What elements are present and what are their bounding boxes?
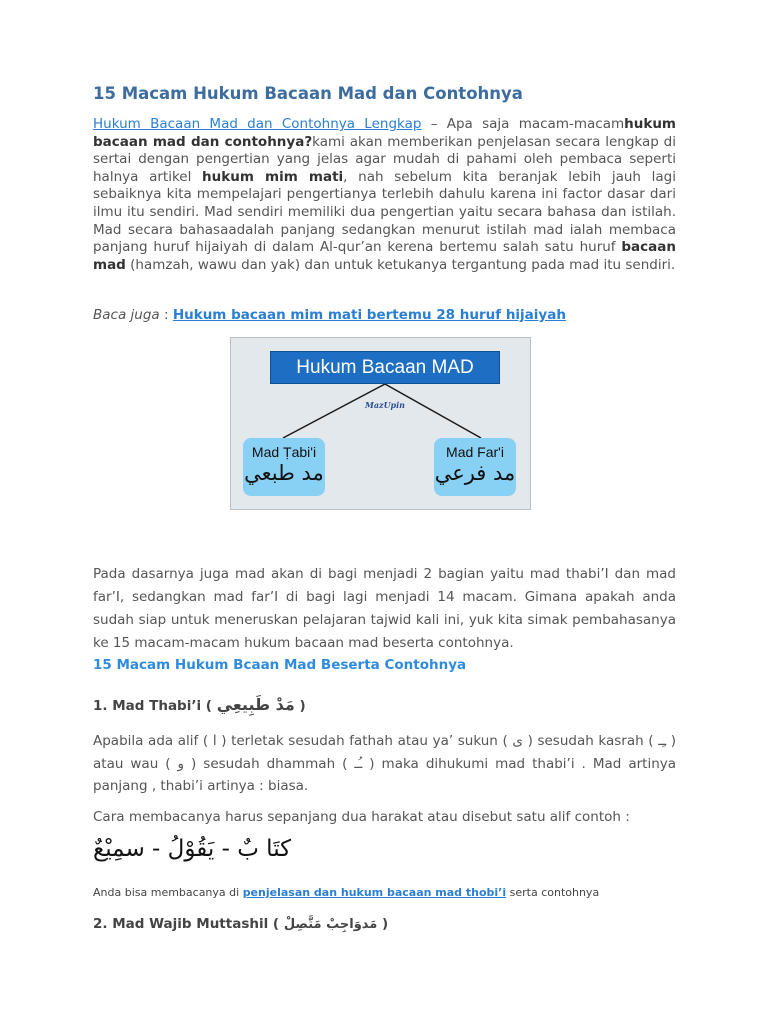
paragraph-2: Pada dasarnya juga mad akan di bagi menjadi 2 bagian yaitu mad thabi’I dan mad far’I, sedangkan mad far’I di bagi lagi menjadi 14 macam. Gimana apakah anda sudah siap untuk meneruskan pelajaran tajwid kali ini, yuk kita simak pembahasanya ke 15 macam-macam hukum bacaan mad beserta contohnya.	[93, 566, 676, 651]
intro-link[interactable]: Hukum Bacaan Mad dan Contohnya Lengkap	[93, 116, 422, 132]
item1-note-link[interactable]: penjelasan dan hukum bacaan mad thobi’i	[242, 886, 507, 899]
item2-heading-arabic: مَدوَاجِبْ مَتَّصِلْ	[283, 917, 378, 932]
intro-bold-2: hukum mim mati	[202, 168, 344, 185]
diagram-line-left	[283, 384, 385, 438]
item2-heading	[93, 916, 388, 932]
item1-heading-prefix: 1. Mad Thabi’i (	[93, 698, 217, 714]
diagram-top-box: Hukum Bacaan MAD	[270, 351, 500, 384]
item1-examples: كتَا بٌ - يَقُوْلُ - سمِيْعٌ	[93, 836, 292, 862]
item1-note-prefix: Anda bisa membacanya di	[93, 886, 243, 899]
item2-heading-suffix: )	[377, 916, 389, 932]
diagram-leaf-fari	[434, 438, 516, 496]
intro-text-1: – Apa saja macam-macam	[421, 116, 625, 132]
baca-juga-sep: :	[159, 307, 173, 323]
intro-text-3: , nah sebelum kita beranjak lebih jauh lagi sebaiknya kita mempelajari pengertianya terlebih dahulu karena ini factor dasar dari ilmu itu sendiri. Mad sendiri memiliki dua pengertian yaitu secara bahasa dan istilah. Mad secara bahasaadalah panjang sedangkan menurut istilah mad ialah membaca panjang huruf hijaiyah di dalam Al-qur’an kerena bertemu salah satu huruf	[93, 168, 676, 256]
intro-paragraph	[93, 116, 676, 274]
item1-note	[93, 886, 599, 899]
intro-text-2: kami akan memberikan penjelasan secara lengkap di sertai dengan pengertian yang jelas agar mudah di pahami oleh pembaca seperti halnya artikel	[93, 133, 676, 185]
item1-heading-suffix: )	[294, 698, 306, 714]
leaf-tabii-arabic: مد طبعي	[244, 461, 324, 485]
diagram-leaf-tabii	[243, 438, 325, 496]
item2-heading-prefix: 2. Mad Wajib Muttashil (	[93, 916, 284, 932]
item1-paragraph: Apabila ada alif ( ا ) terletak sesudah fathah atau ya’ sukun ( ى ) sesudah kasrah ( ـِـ ) atau wau ( و ) sesudah dhammah ( ـُـ ) maka dihukumi mad thabi’i . Mad artinya panjang , thabi’i artinya : biasa.	[93, 733, 677, 794]
leaf-fari-latin: Mad Far'i	[446, 444, 504, 460]
leaf-fari-arabic: مد فرعي	[434, 461, 516, 485]
item1-heading	[93, 695, 306, 714]
mad-diagram	[230, 337, 531, 510]
diagram-line-right	[385, 384, 481, 438]
baca-juga-line	[93, 307, 566, 323]
baca-juga-label: Baca juga	[93, 307, 160, 323]
baca-juga-link[interactable]: Hukum bacaan mim mati bertemu 28 huruf hijaiyah	[172, 307, 566, 323]
intro-text-4: (hamzah, wawu dan yak) dan untuk ketukanya tergantung pada mad itu sendiri.	[125, 256, 676, 273]
intro-bold-3: bacaan mad	[93, 239, 676, 273]
intro-bold-1: hukum bacaan mad dan contohnya?	[93, 116, 677, 150]
item1-cara: Cara membacanya harus sepanjang dua harakat atau disebut satu alif contoh :	[93, 809, 630, 825]
item1-note-suffix: serta contohnya	[506, 886, 600, 899]
diagram-watermark: MazUpin	[364, 400, 405, 410]
section-subheading: 15 Macam Hukum Bcaan Mad Beserta Contohnya	[93, 657, 467, 673]
leaf-tabii-latin: Mad Ṭabi'i	[251, 444, 317, 460]
article-title: 15 Macam Hukum Bacaan Mad dan Contohnya	[93, 84, 523, 103]
item1-heading-arabic: مَدْ طَبِيعِي	[216, 695, 295, 714]
